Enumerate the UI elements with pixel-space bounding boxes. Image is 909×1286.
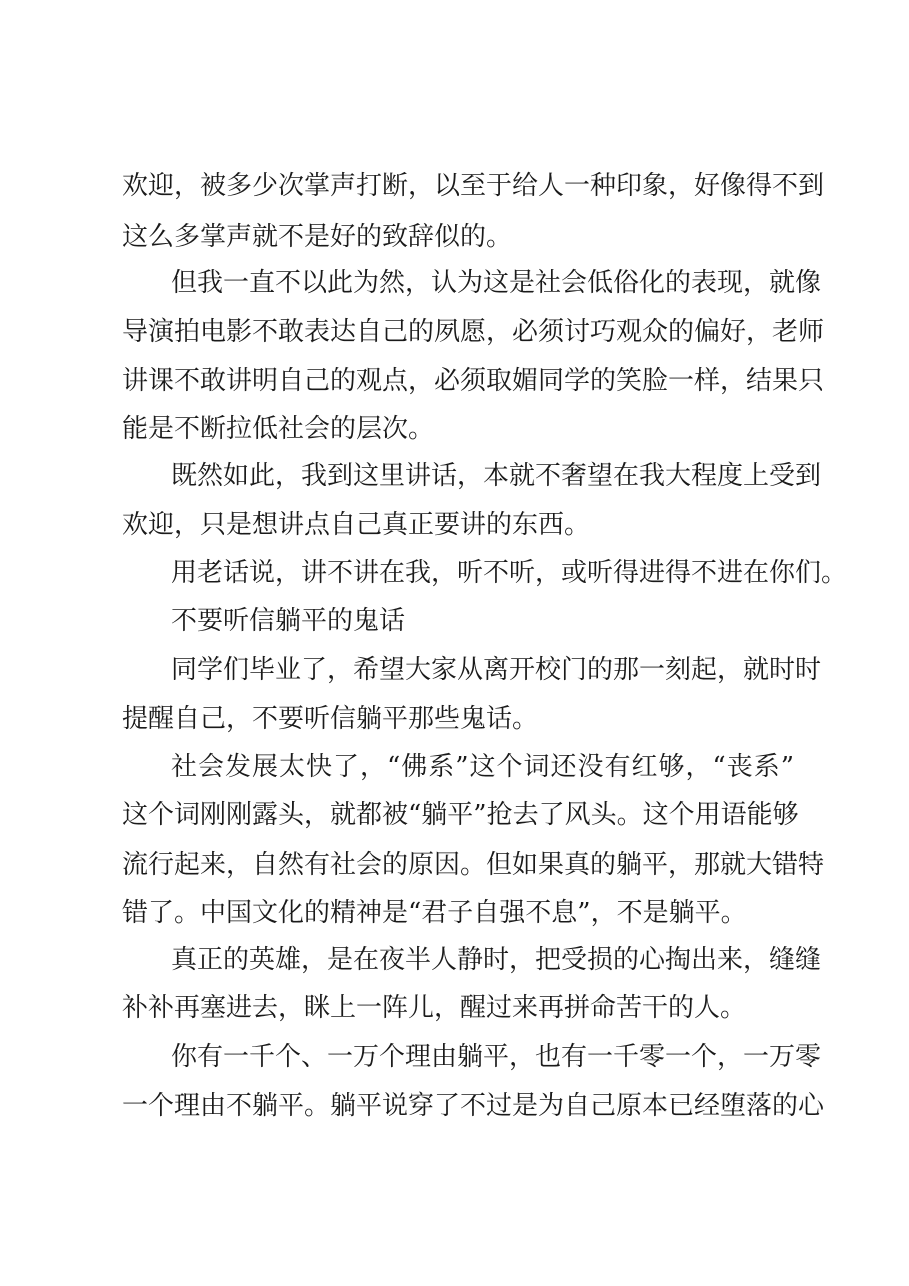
text-line: 欢迎，只是想讲点自己真正要讲的东西。 [122,510,591,540]
text-line: 提醒自己，不要听信躺平那些鬼话。 [122,704,539,734]
section-heading: 不要听信躺平的鬼话 [171,606,406,636]
text-line: 补补再塞进去，眯上一阵儿，醒过来再拼命苦干的人。 [122,993,747,1023]
text-line: 讲课不敢讲明自己的观点，必须取媚同学的笑脸一样，结果只 [122,366,825,396]
text-line: 这么多掌声就不是好的致辞似的。 [122,222,513,252]
paragraph-start-line: 社会发展太快了，“佛系”这个词还没有红够，“丧系” [171,752,794,782]
text-line: 导演拍电影不敢表达自己的夙愿，必须讨巧观众的偏好，老师 [122,317,825,347]
text-line: 错了。中国文化的精神是“君子自强不息”，不是躺平。 [122,898,747,928]
paragraph-start-line: 同学们毕业了，希望大家从离开校门的那一刻起，就时时 [171,655,822,685]
text-line: 能是不断拉低社会的层次。 [122,414,435,444]
text-line: 一个理由不躺平。躺平说穿了不过是为自己原本已经堕落的心 [122,1091,825,1121]
text-line: 流行起来，自然有社会的原因。但如果真的躺平，那就大错特 [122,850,825,880]
text-line: 这个词刚刚露头，就都被“躺平”抢去了风头。这个用语能够 [122,800,799,830]
paragraph-start-line: 用老话说，讲不讲在我，听不听，或听得进得不进在你们。 [171,558,848,588]
text-line: 欢迎，被多少次掌声打断，以至于给人一种印象，好像得不到 [122,171,825,201]
paragraph-start-line: 真正的英雄，是在夜半人静时，把受损的心掏出来，缝缝 [171,945,822,975]
paragraph-start-line: 你有一千个、一万个理由躺平，也有一千零一个，一万零 [171,1042,822,1072]
paragraph-start-line: 既然如此，我到这里讲话，本就不奢望在我大程度上受到 [171,461,822,491]
paragraph-start-line: 但我一直不以此为然，认为这是社会低俗化的表现，就像 [171,268,822,298]
